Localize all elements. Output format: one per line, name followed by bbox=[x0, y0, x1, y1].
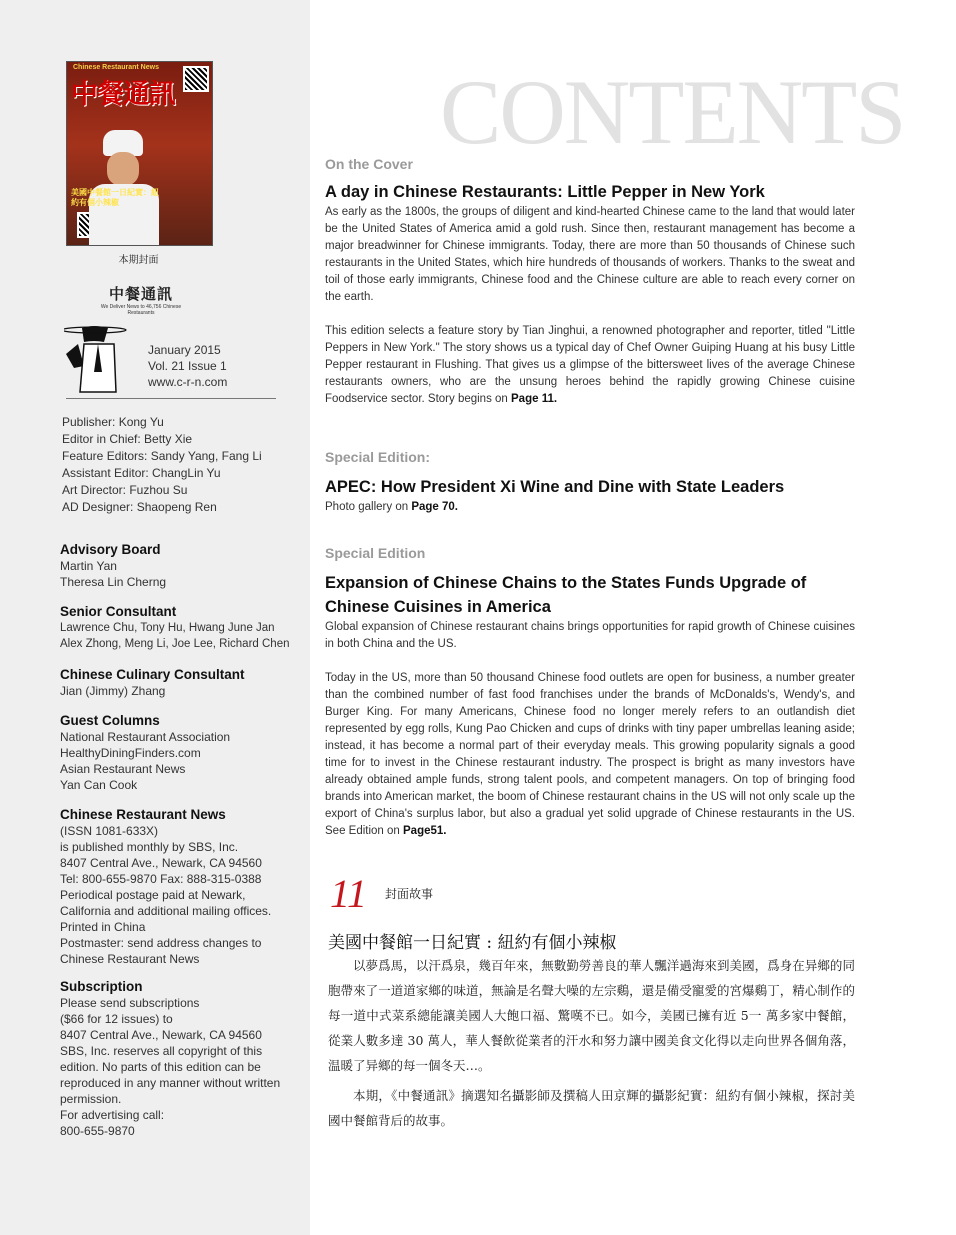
section-line: ($66 for 12 issues) to bbox=[60, 1012, 173, 1026]
section-line: Postmaster: send address changes to bbox=[60, 936, 262, 950]
section-line: edition. No parts of this edition can be bbox=[60, 1060, 261, 1074]
section-title: Advisory Board bbox=[60, 542, 161, 557]
cover-image bbox=[66, 61, 213, 246]
section-line: SBS, Inc. reserves all copyright of this bbox=[60, 1044, 263, 1058]
article-headline: Expansion of Chinese Chains to the States Funds Upgrade of Chinese Cuisines in America bbox=[325, 574, 807, 616]
subscription-info bbox=[60, 979, 280, 1139]
on-cover-section bbox=[325, 156, 855, 408]
paragraph-text: This edition selects a feature story by Tian Jinghui, a renowned photographer and reporter, titled "Little Peppers in New York." The story shows us a typical day of Chef Owner Guiping Huang at his busy Little Pepper restaurant in Flushing. That gives us a glimpse of the bittersweet lives of the average Chinese restaurants owners, who are the unsung heroes behind the rapidly growing Chinese cuisine Foodservice sector. Story begins on bbox=[325, 325, 855, 405]
article-headline: APEC: How President Xi Wine and Dine with State Leaders bbox=[325, 478, 785, 496]
article-paragraph bbox=[325, 499, 855, 516]
staff-line: Publisher: Kong Yu bbox=[62, 415, 164, 429]
section-line: Printed in China bbox=[60, 920, 146, 934]
publisher-info bbox=[60, 807, 271, 967]
section-line: Chinese Restaurant News bbox=[60, 952, 200, 966]
section-label: Special Edition: bbox=[325, 449, 431, 465]
section-line: Martin Yan bbox=[60, 559, 117, 573]
issue-date: January 2015 bbox=[148, 343, 221, 357]
special-edition-apec bbox=[325, 449, 855, 516]
section-title: Senior Consultant bbox=[60, 604, 177, 619]
cn-feature-headline: 美國中餐館一日紀實 : 紐約有個小辣椒 bbox=[328, 933, 617, 953]
section-line: For advertising call: bbox=[60, 1108, 165, 1122]
guest-columns bbox=[60, 713, 230, 793]
section-line: Yan Can Cook bbox=[60, 778, 138, 792]
article-paragraph: Global expansion of Chinese restaurant chains brings opportunities for rapid growth of Chinese cuisines in both China and the US. bbox=[325, 621, 855, 650]
cover-qr-code bbox=[183, 66, 209, 92]
article-headline: A day in Chinese Restaurants: Little Pepper in New York bbox=[325, 183, 765, 201]
paragraph-text: Photo gallery on bbox=[325, 501, 412, 513]
senior-consultant bbox=[60, 604, 290, 652]
cn-feature-paragraph: 本期，《中餐通訊》摘選知名攝影師及撰稿人田京輝的攝影紀實：紐約有個小辣椒，探討美國中餐館背后的故事。 bbox=[328, 1088, 855, 1128]
page-reference[interactable]: Page 70. bbox=[411, 501, 458, 513]
section-line: reproduced in any manner without written bbox=[60, 1076, 281, 1090]
special-edition-chains bbox=[325, 545, 855, 840]
section-line: permission. bbox=[60, 1092, 122, 1106]
contents-title: CONTENTS bbox=[440, 61, 905, 163]
section-label: On the Cover bbox=[325, 156, 413, 172]
cover-masthead-cn: 中餐通訊 bbox=[71, 79, 175, 110]
section-line: Please send subscriptions bbox=[60, 996, 200, 1010]
section-line: Periodical postage paid at Newark, bbox=[60, 888, 246, 902]
section-line: (ISSN 1081-633X) bbox=[60, 824, 159, 838]
section-line: Asian Restaurant News bbox=[60, 762, 186, 776]
section-line: Tel: 800-655-9870 Fax: 888-315-0388 bbox=[60, 872, 262, 886]
culinary-consultant bbox=[60, 667, 245, 699]
divider bbox=[66, 398, 276, 399]
section-line: 8407 Central Ave., Newark, CA 94560 bbox=[60, 856, 262, 870]
page-reference[interactable]: Page 11. bbox=[511, 393, 558, 405]
cn-feature-paragraph: 以夢爲馬，以汗爲泉，幾百年來，無數勤勞善良的華人飄洋過海來到美國，爲身在异鄉的同胞帶來了一道道家鄉的味道，無論是名聲大噪的左宗鷄，還是備受寵愛的宮爆鷄丁，精心制作的每一道中式菜系總能讓美國人大飽口福、驚嘆不已。如今，美國已擁有近 5一 萬多家中餐館，從業人數多達 30 萬人，華人餐飲從業者的汗水和努力讓中國美食文化得以走向世界各個角落，温暖了异鄉的每一個冬天…。 bbox=[328, 958, 855, 1073]
page-reference[interactable]: Page51. bbox=[403, 825, 447, 837]
article-paragraph bbox=[325, 323, 855, 408]
section-line: California and additional mailing offices. bbox=[60, 904, 272, 918]
section-line: Jian (Jimmy) Zhang bbox=[60, 684, 166, 698]
staff-line: Art Director: Fuzhou Su bbox=[62, 483, 188, 497]
article-paragraph bbox=[325, 670, 855, 840]
issue-volume: Vol. 21 Issue 1 bbox=[148, 359, 227, 373]
cover-headline: 美國中餐館一日紀實：紐約有個小辣椒 bbox=[71, 188, 159, 207]
logo-cn: 中餐通訊 bbox=[108, 285, 173, 303]
section-line: HealthyDiningFinders.com bbox=[60, 746, 201, 760]
section-title: Guest Columns bbox=[60, 713, 160, 728]
issue-url[interactable]: www.c-r-n.com bbox=[148, 375, 228, 389]
publication-logo bbox=[96, 283, 186, 316]
section-title: Chinese Restaurant News bbox=[60, 807, 226, 822]
section-line: Lawrence Chu, Tony Hu, Hwang June Jan bbox=[60, 622, 275, 634]
page-number: 11 bbox=[330, 871, 368, 916]
cover-masthead-en: Chinese Restaurant News bbox=[73, 64, 159, 71]
staff-line: Assistant Editor: ChangLin Yu bbox=[62, 466, 221, 480]
staff-line: AD Designer: Shaopeng Ren bbox=[62, 500, 217, 514]
article-paragraph: As early as the 1800s, the groups of diligent and kind-hearted Chinese came to the land that would later be the United States of America amid a gold rush. Since then, restaurant management has become a major breadwinner for Chinese immigrants. Today, there are more than 50 thousands of Chinese such restaurants in the United States, which hire hundreds of thousands of workers. Thanks to the sweat and toil of those early immigrants, Chinese food and the Chinese culture are able to reach every corner on the earth. bbox=[325, 206, 855, 303]
feature-label: 封面故事 bbox=[385, 887, 434, 901]
section-line: Alex Zhong, Meng Li, Joe Lee, Richard Chen bbox=[60, 638, 290, 650]
section-line: National Restaurant Association bbox=[60, 730, 231, 744]
section-line: 800-655-9870 bbox=[60, 1124, 135, 1138]
waiter-logo-icon bbox=[64, 322, 144, 394]
cover-caption: 本期封面 bbox=[118, 255, 159, 266]
section-line: is published monthly by SBS, Inc. bbox=[60, 840, 239, 854]
section-line: 8407 Central Ave., Newark, CA 94560 bbox=[60, 1028, 262, 1042]
advisory-board bbox=[60, 542, 166, 590]
staff-line: Editor in Chief: Betty Xie bbox=[62, 432, 193, 446]
staff-line: Feature Editors: Sandy Yang, Fang Li bbox=[62, 449, 262, 463]
issue-info bbox=[148, 342, 227, 390]
section-line: Theresa Lin Cherng bbox=[60, 575, 167, 589]
section-title: Subscription bbox=[60, 979, 143, 994]
section-title: Chinese Culinary Consultant bbox=[60, 667, 245, 682]
section-label: Special Edition bbox=[325, 545, 426, 561]
logo-tagline: We Deliver News to 46,756 Chinese Restaurants bbox=[100, 304, 182, 316]
staff-list bbox=[62, 414, 262, 516]
paragraph-text: Today in the US, more than 50 thousand Chinese food outlets are open for business, a number greater than the combined number of fast food franchises under the brands of McDonalds's, Wendy's, and Burger King. For many Americans, Chinese food no longer merely refers to an outlandish diet represented by egg rolls, Kung Pao Chicken and cups of drinks with tiny paper umbrellas leaning aside; instead, it has become a normal part of their everyday meals. This growing popularity signals a good time for to invest in the Chinese restaurant industry. The prospect is bright as many investors have already obtained ample funds, strong talent pools, and competent managers. On top of bringing food brands into American market, the boom of Chinese restaurant chains in the US will not only scale up the export of China's surplus labor, but also a gradual yet solid upgrade of Chinese restaurants in the US. See Edition on bbox=[325, 672, 855, 837]
